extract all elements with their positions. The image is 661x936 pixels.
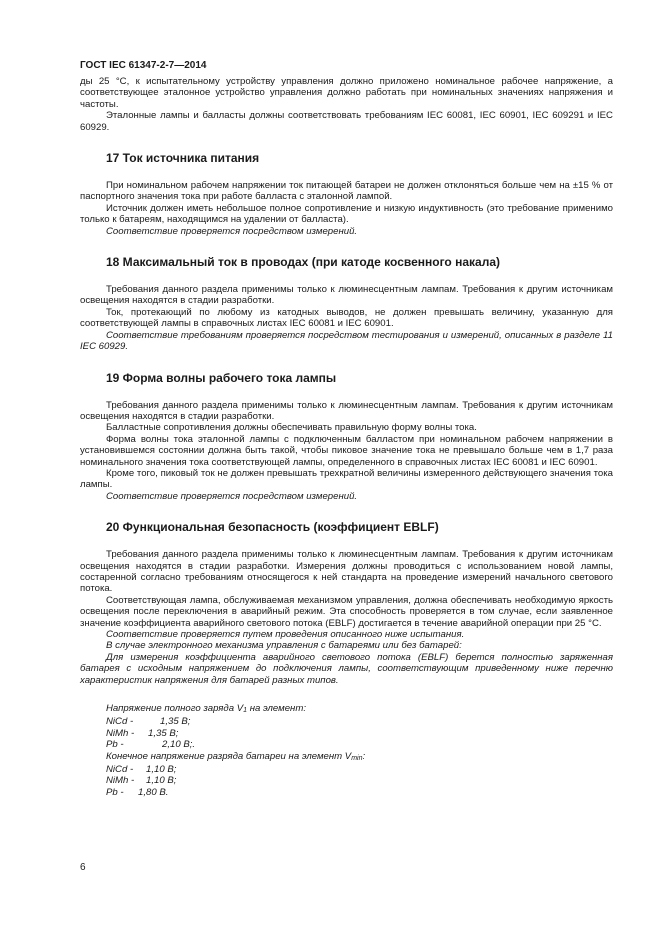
section-20-paragraph-2: Соответствующая лампа, обслуживаемая механизмом управления, должна обеспечивать необходимую яркость освещения после переключения в аварийный режим. Эта способность проверяется в том случае, если заявленное значение коэффициента аварийного светового потока (EBLF) достигается в течение аварийной операции при 25 °С. (80, 594, 613, 629)
end-discharge-voltage-label: Конечное напряжение разряда батареи на элемент $V_{min}$: (106, 750, 366, 762)
section-17-paragraph-1: При номинальном рабочем напряжении ток питающей батареи не должен отклоняться больше чем на ±15 % от паспортного значения тока при работе балласта с эталонной лампой. (80, 180, 613, 203)
intro-paragraph-1: ды 25 °С, к испытательному устройству управления должно приложено номинальное рабочее напряжение, а соответствующее эталонное устройство управления должно работать при номинальных значениях напряжения и частоты. (80, 76, 613, 110)
full-charge-voltage-label: Напряжение полного заряда $V_1$ на элемент: (106, 703, 306, 715)
full-charge-voltage-row: Pb - 2,10 В;. (106, 739, 196, 751)
section-18-paragraph-1: Требования данного раздела применимы только к люминесцентным лампам. Требования к другим источникам освещения находятся в стадии разработки. (80, 284, 613, 307)
section-19-compliance: Соответствие проверяется посредством измерений. (106, 490, 358, 502)
end-discharge-voltage-row: NiMh - 1,10 В; (106, 775, 177, 787)
section-18-compliance: Соответствие требованиям проверяется посредством тестирования и измерений, описанных в разделе 11 IEC 60929. (80, 329, 613, 353)
page-number: 6 (80, 862, 86, 873)
section-19-paragraph-3: Форма волны тока эталонной лампы с подключенным балластом при номинальном рабочем напряжении в установившемся состоянии должна быть такой, чтобы пиковое значение тока не превышало больше чем в 1,7 раза номинального значения тока соответствующей лампы, определенного в справочных листах IEC 60081 и IEC 60901. (80, 433, 613, 468)
section-20-electronic-case: В случае электронного механизма управления с батареями или без батарей: (106, 640, 462, 652)
section-19-paragraph-1: Требования данного раздела применимы только к люминесцентным лампам. Требования к другим источникам освещения находятся в стадии разработки. (80, 399, 613, 422)
section-19-paragraph-2: Балластные сопротивления должны обеспечивать правильную форму волны тока. (106, 422, 477, 434)
section-19-heading: 19 Форма волны рабочего тока лампы (106, 370, 337, 385)
section-20-eblf-measurement: Для измерения коэффициента аварийного светового потока (EBLF) берется полностью заряженная батарея с исходным напряжением до подключения лампы, соответствующим приведенному ниже перечню характеристик напряжения для батарей разных типов. (80, 651, 613, 686)
section-20-heading: 20 Функциональная безопасность (коэффициент EBLF) (106, 520, 439, 535)
full-charge-voltage-row: NiMh - 1,35 В; (106, 727, 179, 739)
section-17-compliance: Соответствие проверяется посредством измерений. (106, 225, 358, 237)
section-19-paragraph-4: Кроме того, пиковый ток не должен превышать трехкратной величины измеренного действующего значения тока лампы. (80, 467, 613, 491)
section-17-heading: 17 Ток источника питания (106, 151, 260, 166)
end-discharge-voltage-row: Pb - 1,80 В. (106, 786, 169, 798)
battery-voltage-list (80, 703, 613, 798)
section-18-heading: 18 Максимальный ток в проводах (при катоде косвенного накала) (106, 255, 500, 270)
document-id-header: ГОСТ IEC 61347-2-7—2014 (80, 60, 207, 71)
section-17-paragraph-2: Источник должен иметь небольшое полное сопротивление и низкую индуктивность (это требование применимо только к батареям, находящимся на удалении от балласта). (80, 202, 613, 226)
intro-paragraph-2: Эталонные лампы и балласты должны соответствовать требованиям IEC 60081, IEC 60901, IEC 609291 и IEC 60929. (80, 110, 613, 133)
end-discharge-voltage-row: NiCd - 1,10 В; (106, 764, 177, 776)
section-20-compliance: Соответствие проверяется путем проведения описанного ниже испытания. (106, 629, 465, 640)
section-20-paragraph-1: Требования данного раздела применимы только к люминесцентным лампам. Требования к другим источникам освещения находятся в стадии разработки. Измерения должны проводиться с использованием новой лампы, состаренной согласно требованиям относящегося к ней стандарта на проведение измерений начального светового потока. (80, 549, 613, 595)
full-charge-voltage-row: NiCd - 1,35 В; (106, 716, 191, 728)
document-page (80, 60, 613, 798)
section-18-paragraph-2: Ток, протекающий по любому из катодных выводов, не должен превышать величину, указанную для соответствующей лампы в справочных листах IEC 60081 и IEC 60901. (80, 306, 613, 330)
